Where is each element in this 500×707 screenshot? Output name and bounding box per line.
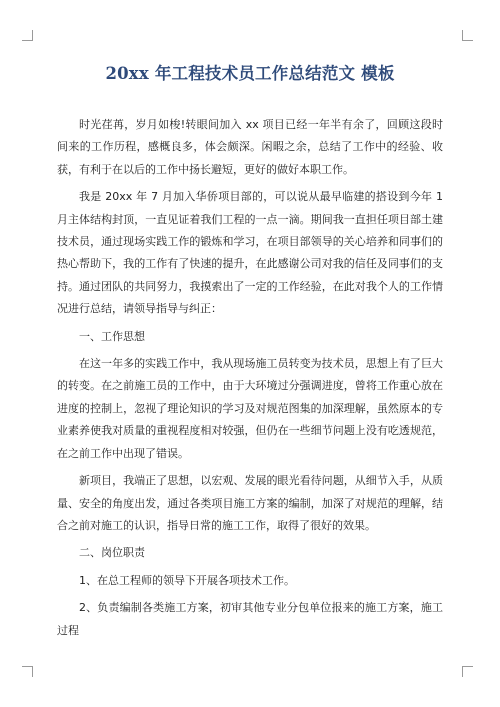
paragraph-work-thoughts: 在这一年多的实践工作中，我从现场施工员转变为技术员，思想上有了巨大的转变。在之前施工员的工作中，由于大环境过分强调进度，曾将工作重心放在进度的控制上，忽视了理论知识的学习及对规范图集的加深理解，虽然原本的专业素养使我对质量的重视程度相对较强，但仍在一些细节问题上没有吃透规范，在之前工作中出现了错误。 — [57, 357, 443, 460]
paragraph-new-project: 新项目，我端正了思想，以宏观、发展的眼光看待问题，从细节入手，从质量、安全的角度出发，通过各类项目施工方案的编制，加深了对规范的理解，结合之前对施工的认识，指导日常的施工工作，取得了很好的效果。 — [57, 474, 443, 532]
paragraph-background: 我是 20xx 年 7 月加入华侨项目部的，可以说从最早临建的搭设到今年 1 月主体结构封顶，一直见证着我们工程的一点一滴。期间我一直担任项目部土建技术员，通过现场实践工作的锻炼和学习，在项目部领导的关心培养和同事们的热心帮助下，我的工作有了快速的提升，在此感谢公司对我的信任及同事们的支持。通过团队的共同努力，我摸索出了一定的工作经验，在此对我个人的工作情况进行总结，请领导指导与纠正： — [57, 190, 443, 316]
section-heading-work-thoughts: 一、工作思想 — [79, 329, 145, 343]
section-heading-job-duties: 二、岗位职责 — [79, 546, 145, 560]
list-item-duty-1: 1、在总工程师的领导下开展各项技术工作。 — [79, 573, 295, 587]
page-corner-mark-bottom-left — [22, 666, 33, 677]
page-corner-mark-top-left — [22, 30, 33, 41]
page-corner-mark-bottom-right — [462, 666, 473, 677]
paragraph-intro: 时光荏苒，岁月如梭!转眼间加入 xx 项目已经一年半有余了，回顾这段时间来的工作历程，感概良多，体会颇深。闲暇之余，总结了工作中的经验、收获，有利于在以后的工作中扬长避短，更好的做好本职工作。 — [57, 118, 443, 176]
page-corner-mark-top-right — [462, 30, 473, 41]
document-page — [57, 62, 443, 647]
document-title: 20xx 年工程技术员工作总结范文 模板 — [105, 64, 395, 83]
list-item-duty-2: 2、负责编制各类施工方案，初审其他专业分包单位报来的施工方案，施工过程 — [57, 601, 443, 637]
